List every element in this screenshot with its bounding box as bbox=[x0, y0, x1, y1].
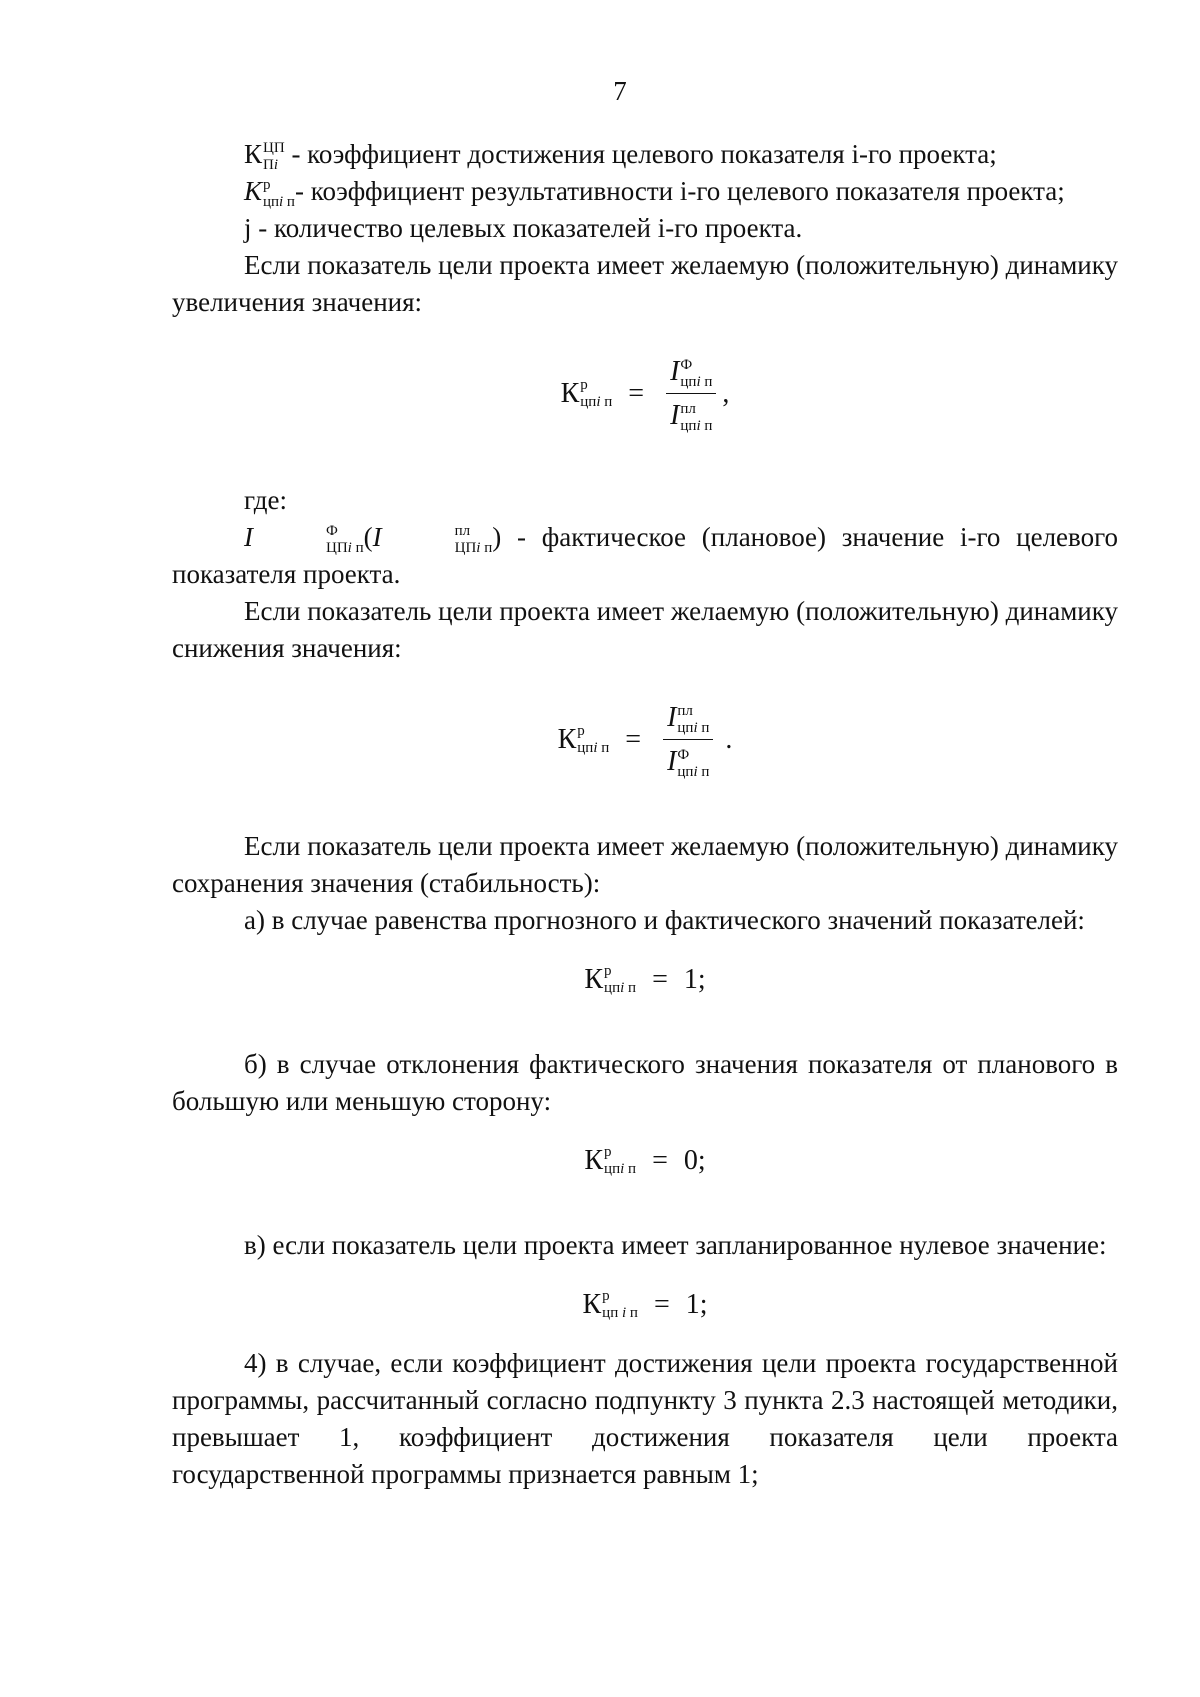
document-body bbox=[172, 136, 1118, 1493]
definition-text: - коэффициент достижения целевого показателя i-го проекта; bbox=[284, 139, 997, 169]
formula-fraction bbox=[666, 353, 716, 434]
denominator-fact: I Ф цпi п bbox=[667, 746, 710, 780]
definition-count: j - количество целевых показателей i-го проекта. bbox=[244, 213, 803, 243]
definition-fact-plan: I Ф ЦПi п (I пл ЦПi п ) - фактическое (плановое) значение i-го целевого показателя проекта. bbox=[172, 522, 1118, 589]
case-b-text: б) в случае отклонения фактического значения показателя от планового в большую или меньшую сторону: bbox=[172, 1049, 1118, 1116]
definition-text: - коэффициент результативности i-го целевого показателя проекта; bbox=[294, 176, 1065, 206]
paragraph-stable: Если показатель цели проекта имеет желаемую (положительную) динамику сохранения значения (стабильность): bbox=[172, 831, 1118, 898]
formula-result: 1; bbox=[683, 964, 706, 995]
paragraph-increase: Если показатель цели проекта имеет желаемую (положительную) динамику увеличения значения: bbox=[172, 250, 1118, 317]
definition-coefficient-result bbox=[172, 173, 1118, 210]
formula-lhs: К р цпi п bbox=[560, 376, 613, 410]
formula-lhs: К р цпi п bbox=[557, 722, 610, 756]
formula-lhs: К р цпi п bbox=[584, 962, 637, 996]
numerator-plan: I пл цпi п bbox=[663, 699, 713, 740]
formula-comma: , bbox=[722, 378, 730, 409]
definition-coefficient-achievement bbox=[172, 136, 1118, 173]
formula-lhs: К р цп i п bbox=[582, 1287, 638, 1321]
formula-equals: = bbox=[625, 724, 642, 755]
formula-increase bbox=[172, 353, 1118, 434]
formula-equals: = bbox=[652, 1145, 668, 1176]
case-v-text: в) если показатель цели проекта имеет запланированное нулевое значение: bbox=[244, 1230, 1107, 1260]
formula-case-b bbox=[172, 1142, 1118, 1179]
symbol-k-r-cpi: К р цпi п bbox=[244, 176, 295, 210]
formula-lhs: К р цпi п bbox=[584, 1143, 637, 1177]
formula-decrease bbox=[172, 699, 1118, 780]
denominator-plan: I пл цпi п bbox=[670, 400, 713, 434]
formula-case-a bbox=[172, 961, 1118, 998]
formula-equals: = bbox=[628, 378, 645, 409]
symbol-i-plan: I пл ЦПi п bbox=[372, 522, 493, 556]
numerator-fact: I Ф цпi п bbox=[666, 353, 716, 394]
case-a-text: а) в случае равенства прогнозного и фактического значений показателей: bbox=[244, 905, 1085, 935]
formula-fraction bbox=[663, 699, 713, 780]
formula-result: 0; bbox=[683, 1145, 706, 1176]
formula-case-v bbox=[172, 1286, 1118, 1323]
symbol-i-fact: I Ф ЦПi п bbox=[244, 522, 364, 556]
label-where: где: bbox=[244, 485, 287, 515]
formula-equals: = bbox=[653, 1289, 670, 1320]
paragraph-decrease: Если показатель цели проекта имеет желаемую (положительную) динамику снижения значения: bbox=[172, 596, 1118, 663]
symbol-k-cp-pi: К ЦП Пi bbox=[244, 139, 285, 173]
formula-period: . bbox=[725, 724, 733, 755]
formula-result: 1; bbox=[685, 1289, 708, 1320]
page-number: 7 bbox=[613, 76, 627, 106]
formula-equals: = bbox=[652, 964, 668, 995]
item-4-text: 4) в случае, если коэффициент достижения цели проекта государственной программы, рассчитанный согласно подпункту 3 пункта 2.3 настоящей методики, превышает 1, коэффициент достижения показателя цели проекта государственной программы признается равным 1; bbox=[172, 1348, 1118, 1489]
